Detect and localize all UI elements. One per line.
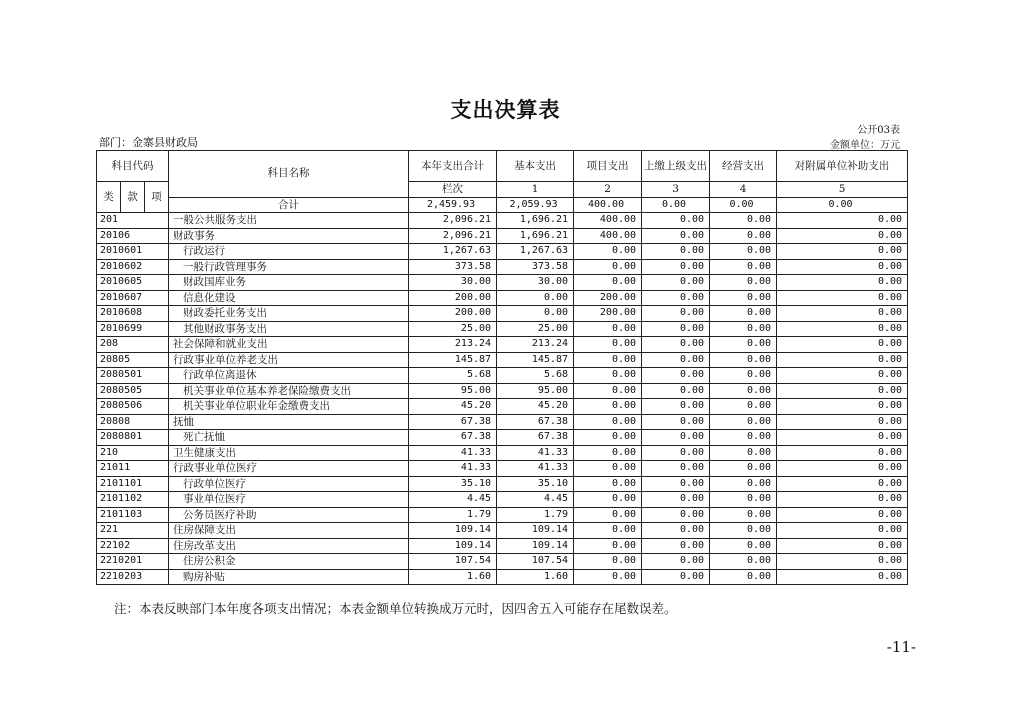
project-cell: 0.00 <box>574 352 642 368</box>
basic-cell: 41.33 <box>497 445 574 461</box>
subsidy-cell: 0.00 <box>777 228 908 244</box>
total-cell: 30.00 <box>409 275 497 291</box>
header-xiang: 项 <box>145 182 169 213</box>
subsidy-cell: 0.00 <box>777 492 908 508</box>
basic-cell: 4.45 <box>497 492 574 508</box>
basic-cell: 109.14 <box>497 523 574 539</box>
business-cell: 0.00 <box>710 321 777 337</box>
basic-cell: 1.60 <box>497 569 574 585</box>
table-row <box>97 259 908 275</box>
table-row <box>97 476 908 492</box>
project-cell: 0.00 <box>574 507 642 523</box>
header-lei: 类 <box>97 182 121 213</box>
subsidy-cell: 0.00 <box>777 244 908 260</box>
total-cell: 67.38 <box>409 430 497 446</box>
subject-code: 2010601 <box>97 244 169 260</box>
upper-cell: 0.00 <box>642 445 710 461</box>
upper-cell: 0.00 <box>642 383 710 399</box>
project-cell: 0.00 <box>574 383 642 399</box>
total-cell: 41.33 <box>409 461 497 477</box>
project-cell: 0.00 <box>574 538 642 554</box>
upper-cell: 0.00 <box>642 538 710 554</box>
project-cell: 400.00 <box>574 228 642 244</box>
upper-cell: 0.00 <box>642 523 710 539</box>
subject-name: 事业单位医疗 <box>169 492 409 508</box>
subsidy-cell: 0.00 <box>777 290 908 306</box>
department-label: 部门：金寨县财政局 <box>99 136 198 149</box>
header-project: 项目支出 <box>574 151 642 182</box>
subject-code: 2080505 <box>97 383 169 399</box>
upper-cell: 0.00 <box>642 430 710 446</box>
subject-code: 210 <box>97 445 169 461</box>
subject-code: 20805 <box>97 352 169 368</box>
subsidy-cell: 0.00 <box>777 523 908 539</box>
column-1: 1 <box>497 182 574 198</box>
column-4: 4 <box>710 182 777 198</box>
upper-cell: 0.00 <box>642 352 710 368</box>
business-cell: 0.00 <box>710 275 777 291</box>
column-2: 2 <box>574 182 642 198</box>
subject-name: 卫生健康支出 <box>169 445 409 461</box>
subject-name: 购房补贴 <box>169 569 409 585</box>
subsidy-cell: 0.00 <box>777 476 908 492</box>
subject-name: 住房公积金 <box>169 554 409 570</box>
basic-cell: 5.68 <box>497 368 574 384</box>
subject-code: 2080506 <box>97 399 169 415</box>
subject-name: 住房保障支出 <box>169 523 409 539</box>
upper-cell: 0.00 <box>642 337 710 353</box>
subsidy-cell: 0.00 <box>777 414 908 430</box>
total-row <box>97 197 908 213</box>
header-kuan: 款 <box>121 182 145 213</box>
subject-code: 208 <box>97 337 169 353</box>
table-row <box>97 523 908 539</box>
upper-cell: 0.00 <box>642 414 710 430</box>
upper-cell: 0.00 <box>642 244 710 260</box>
subject-code: 2080501 <box>97 368 169 384</box>
subsidy-cell: 0.00 <box>777 461 908 477</box>
subject-code: 2010608 <box>97 306 169 322</box>
table-row <box>97 213 908 229</box>
project-cell: 0.00 <box>574 430 642 446</box>
subsidy-cell: 0.00 <box>777 507 908 523</box>
subject-name: 行政事业单位养老支出 <box>169 352 409 368</box>
subject-code: 2080801 <box>97 430 169 446</box>
business-cell: 0.00 <box>710 228 777 244</box>
basic-cell: 109.14 <box>497 538 574 554</box>
subject-code: 2101101 <box>97 476 169 492</box>
subsidy-cell: 0.00 <box>777 213 908 229</box>
basic-cell: 1,267.63 <box>497 244 574 260</box>
business-cell: 0.00 <box>710 290 777 306</box>
subject-name: 信息化建设 <box>169 290 409 306</box>
basic-cell: 35.10 <box>497 476 574 492</box>
basic-cell: 373.58 <box>497 259 574 275</box>
subject-code: 2101103 <box>97 507 169 523</box>
business-cell: 0.00 <box>710 414 777 430</box>
total-cell: 1.79 <box>409 507 497 523</box>
project-cell: 200.00 <box>574 290 642 306</box>
subject-name: 财政委托业务支出 <box>169 306 409 322</box>
project-cell: 0.00 <box>574 523 642 539</box>
header-total: 本年支出合计 <box>409 151 497 182</box>
upper-cell: 0.00 <box>642 197 710 213</box>
business-cell: 0.00 <box>710 492 777 508</box>
project-cell: 0.00 <box>574 259 642 275</box>
total-cell: 373.58 <box>409 259 497 275</box>
project-cell: 0.00 <box>574 461 642 477</box>
business-cell: 0.00 <box>710 399 777 415</box>
project-cell: 0.00 <box>574 368 642 384</box>
subsidy-cell: 0.00 <box>777 368 908 384</box>
basic-cell: 1.79 <box>497 507 574 523</box>
subject-code: 21011 <box>97 461 169 477</box>
total-cell: 1.60 <box>409 569 497 585</box>
subject-name: 行政单位医疗 <box>169 476 409 492</box>
header-basic: 基本支出 <box>497 151 574 182</box>
table-row <box>97 290 908 306</box>
table-row <box>97 352 908 368</box>
subject-name: 死亡抚恤 <box>169 430 409 446</box>
business-cell: 0.00 <box>710 461 777 477</box>
subject-name: 行政运行 <box>169 244 409 260</box>
footnote: 注：本表反映部门本年度各项支出情况；本表金额单位转换成万元时，因四舍五入可能存在尾数误差。 <box>114 601 677 616</box>
upper-cell: 0.00 <box>642 569 710 585</box>
subject-name: 社会保障和就业支出 <box>169 337 409 353</box>
table-row <box>97 306 908 322</box>
business-cell: 0.00 <box>710 337 777 353</box>
upper-cell: 0.00 <box>642 461 710 477</box>
subject-code: 201 <box>97 213 169 229</box>
business-cell: 0.00 <box>710 368 777 384</box>
subject-code: 2010607 <box>97 290 169 306</box>
business-cell: 0.00 <box>710 538 777 554</box>
business-cell: 0.00 <box>710 569 777 585</box>
table-row <box>97 414 908 430</box>
subsidy-cell: 0.00 <box>777 383 908 399</box>
subsidy-cell: 0.00 <box>777 569 908 585</box>
subject-name: 抚恤 <box>169 414 409 430</box>
subsidy-cell: 0.00 <box>777 430 908 446</box>
table-row <box>97 244 908 260</box>
project-cell: 400.00 <box>574 197 642 213</box>
header-upper: 上缴上级支出 <box>642 151 710 182</box>
upper-cell: 0.00 <box>642 399 710 415</box>
business-cell: 0.00 <box>710 213 777 229</box>
header-subsidy: 对附属单位补助支出 <box>777 151 908 182</box>
basic-cell: 0.00 <box>497 306 574 322</box>
subject-name: 其他财政事务支出 <box>169 321 409 337</box>
subsidy-cell: 0.00 <box>777 306 908 322</box>
basic-cell: 30.00 <box>497 275 574 291</box>
subject-code: 2010602 <box>97 259 169 275</box>
table-row <box>97 275 908 291</box>
table-row <box>97 461 908 477</box>
total-cell: 95.00 <box>409 383 497 399</box>
subject-name: 机关事业单位基本养老保险缴费支出 <box>169 383 409 399</box>
subject-code: 2210201 <box>97 554 169 570</box>
basic-cell: 107.54 <box>497 554 574 570</box>
upper-cell: 0.00 <box>642 306 710 322</box>
total-cell: 200.00 <box>409 290 497 306</box>
total-cell: 109.14 <box>409 538 497 554</box>
basic-cell: 45.20 <box>497 399 574 415</box>
project-cell: 0.00 <box>574 445 642 461</box>
total-cell: 5.68 <box>409 368 497 384</box>
project-cell: 200.00 <box>574 306 642 322</box>
total-cell: 4.45 <box>409 492 497 508</box>
basic-cell: 2,059.93 <box>497 197 574 213</box>
upper-cell: 0.00 <box>642 213 710 229</box>
upper-cell: 0.00 <box>642 476 710 492</box>
project-cell: 0.00 <box>574 244 642 260</box>
business-cell: 0.00 <box>710 554 777 570</box>
header-code: 科目代码 <box>97 151 169 182</box>
total-cell: 109.14 <box>409 523 497 539</box>
business-cell: 0.00 <box>710 430 777 446</box>
project-cell: 0.00 <box>574 321 642 337</box>
table-row <box>97 492 908 508</box>
subject-code: 2010699 <box>97 321 169 337</box>
project-cell: 0.00 <box>574 476 642 492</box>
subsidy-cell: 0.00 <box>777 352 908 368</box>
table-row <box>97 368 908 384</box>
subject-name: 机关事业单位职业年金缴费支出 <box>169 399 409 415</box>
basic-cell: 67.38 <box>497 430 574 446</box>
subject-code: 22102 <box>97 538 169 554</box>
subsidy-cell: 0.00 <box>777 275 908 291</box>
subsidy-cell: 0.00 <box>777 445 908 461</box>
table-row <box>97 321 908 337</box>
table-row <box>97 430 908 446</box>
basic-cell: 1,696.21 <box>497 213 574 229</box>
subject-code: 20808 <box>97 414 169 430</box>
subject-code: 20106 <box>97 228 169 244</box>
header-lanci: 栏次 <box>409 182 497 198</box>
subsidy-cell: 0.00 <box>777 259 908 275</box>
business-cell: 0.00 <box>710 383 777 399</box>
total-cell: 45.20 <box>409 399 497 415</box>
total-cell: 67.38 <box>409 414 497 430</box>
upper-cell: 0.00 <box>642 275 710 291</box>
business-cell: 0.00 <box>710 259 777 275</box>
table-row <box>97 383 908 399</box>
project-cell: 0.00 <box>574 399 642 415</box>
subject-code: 221 <box>97 523 169 539</box>
project-cell: 0.00 <box>574 569 642 585</box>
subsidy-cell: 0.00 <box>777 197 908 213</box>
subject-name: 财政国库业务 <box>169 275 409 291</box>
basic-cell: 25.00 <box>497 321 574 337</box>
basic-cell: 67.38 <box>497 414 574 430</box>
upper-cell: 0.00 <box>642 321 710 337</box>
upper-cell: 0.00 <box>642 492 710 508</box>
table-row <box>97 554 908 570</box>
project-cell: 400.00 <box>574 213 642 229</box>
subsidy-cell: 0.00 <box>777 399 908 415</box>
page-title: 支出决算表 <box>450 98 561 122</box>
subject-name: 行政事业单位医疗 <box>169 461 409 477</box>
total-label: 合计 <box>169 197 409 213</box>
upper-cell: 0.00 <box>642 290 710 306</box>
column-3: 3 <box>642 182 710 198</box>
project-cell: 0.00 <box>574 492 642 508</box>
page-number: -11- <box>886 638 916 656</box>
basic-cell: 0.00 <box>497 290 574 306</box>
business-cell: 0.00 <box>710 476 777 492</box>
business-cell: 0.00 <box>710 445 777 461</box>
basic-cell: 41.33 <box>497 461 574 477</box>
basic-cell: 145.87 <box>497 352 574 368</box>
upper-cell: 0.00 <box>642 507 710 523</box>
total-cell: 25.00 <box>409 321 497 337</box>
project-cell: 0.00 <box>574 337 642 353</box>
total-cell: 35.10 <box>409 476 497 492</box>
column-5: 5 <box>777 182 908 198</box>
total-cell: 2,096.21 <box>409 213 497 229</box>
table-row <box>97 399 908 415</box>
project-cell: 0.00 <box>574 275 642 291</box>
subject-name: 财政事务 <box>169 228 409 244</box>
total-cell: 1,267.63 <box>409 244 497 260</box>
table-row <box>97 445 908 461</box>
basic-cell: 1,696.21 <box>497 228 574 244</box>
business-cell: 0.00 <box>710 507 777 523</box>
upper-cell: 0.00 <box>642 368 710 384</box>
total-cell: 107.54 <box>409 554 497 570</box>
subject-name: 一般行政管理事务 <box>169 259 409 275</box>
total-cell: 41.33 <box>409 445 497 461</box>
total-cell: 200.00 <box>409 306 497 322</box>
project-cell: 0.00 <box>574 414 642 430</box>
basic-cell: 95.00 <box>497 383 574 399</box>
total-cell: 2,459.93 <box>409 197 497 213</box>
table-row <box>97 228 908 244</box>
table-row <box>97 569 908 585</box>
project-cell: 0.00 <box>574 554 642 570</box>
subject-code: 2010605 <box>97 275 169 291</box>
subject-code: 2101102 <box>97 492 169 508</box>
business-cell: 0.00 <box>710 352 777 368</box>
basic-cell: 213.24 <box>497 337 574 353</box>
table-row <box>97 538 908 554</box>
header-row <box>97 151 908 182</box>
expenditure-table <box>96 150 908 585</box>
header-name: 科目名称 <box>169 151 409 198</box>
upper-cell: 0.00 <box>642 554 710 570</box>
subject-name: 住房改革支出 <box>169 538 409 554</box>
subject-code: 2210203 <box>97 569 169 585</box>
total-cell: 2,096.21 <box>409 228 497 244</box>
subsidy-cell: 0.00 <box>777 337 908 353</box>
subsidy-cell: 0.00 <box>777 321 908 337</box>
table-row <box>97 507 908 523</box>
business-cell: 0.00 <box>710 306 777 322</box>
upper-cell: 0.00 <box>642 259 710 275</box>
total-cell: 213.24 <box>409 337 497 353</box>
subsidy-cell: 0.00 <box>777 554 908 570</box>
total-cell: 145.87 <box>409 352 497 368</box>
header-business: 经营支出 <box>710 151 777 182</box>
business-cell: 0.00 <box>710 197 777 213</box>
unit-label: 金额单位：万元 <box>830 140 900 151</box>
subject-name: 公务员医疗补助 <box>169 507 409 523</box>
business-cell: 0.00 <box>710 523 777 539</box>
subject-name: 一般公共服务支出 <box>169 213 409 229</box>
upper-cell: 0.00 <box>642 228 710 244</box>
form-number: 公开03表 <box>857 125 900 136</box>
subject-name: 行政单位离退休 <box>169 368 409 384</box>
subsidy-cell: 0.00 <box>777 538 908 554</box>
table-row <box>97 337 908 353</box>
business-cell: 0.00 <box>710 244 777 260</box>
